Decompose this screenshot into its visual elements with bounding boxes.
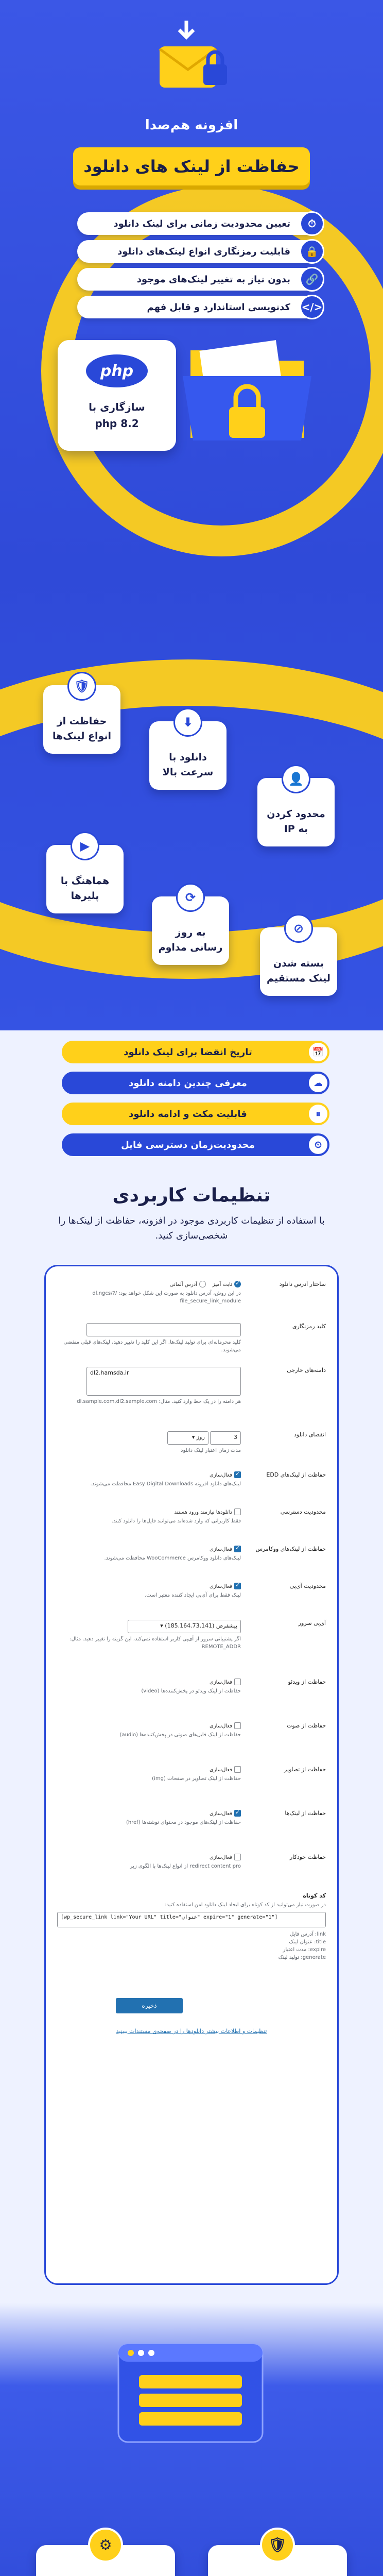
feature-pill <box>77 212 319 235</box>
image-checkbox[interactable] <box>210 1767 241 1773</box>
setting-value <box>57 1766 241 1783</box>
list2-text: قابلیت مکث و ادامه دانلود <box>129 1108 247 1120</box>
setting-label: محدودیت دسترسی <box>280 1509 326 1515</box>
download-icon: ⬇ <box>173 708 202 737</box>
setting-value <box>57 1810 241 1826</box>
audio-checkbox[interactable] <box>210 1723 241 1729</box>
setting-desc: حفاظت از لینک ویدئو در پخش‌کننده‌ها (video) <box>141 1688 241 1694</box>
setting-label: حفاظت از لینک‌های ووکامرس <box>255 1546 326 1552</box>
php-version: php 8.2 <box>95 417 139 430</box>
setting-value <box>57 1471 241 1488</box>
hero-section <box>0 0 383 1030</box>
feature-pill <box>77 240 319 263</box>
setting-value <box>57 1367 241 1405</box>
setting-desc: کلید محرمانه‌ای برای تولید لینک‌ها. اگر این کلید را تغییر دهید، لینک‌های قبلی منقضی می‌شوند. <box>63 1340 241 1353</box>
feature-pill-text: کدنویسی استاندارد و قابل فهم <box>147 301 290 313</box>
radio-fixed[interactable] <box>213 1282 241 1287</box>
ip-limit-checkbox[interactable] <box>210 1584 241 1589</box>
hero-title: حفاظت از لینک های دانلود <box>83 157 300 176</box>
checkbox-label: فعال‌سازی <box>210 1810 232 1817</box>
server-ip-select[interactable] <box>128 1620 241 1633</box>
checkbox-label: فعال‌سازی <box>210 1679 232 1685</box>
setting-label: حفاظت از تصاویر <box>284 1766 326 1773</box>
php-card <box>58 340 176 451</box>
bottom-section <box>0 2303 383 2576</box>
setting-desc: حفاظت از لینک تصاویر در صفحات (img) <box>152 1776 241 1782</box>
list2-item <box>62 1133 329 1156</box>
link-icon: 🔗 <box>300 267 324 292</box>
setting-label: حفاظت از لینک‌های EDD <box>266 1471 326 1478</box>
feature-pill-text: تعیین محدودیت زمانی برای لینک دانلود <box>113 218 290 229</box>
shortcode-code[interactable]: [wp_secure_link link="Your URL" title="عنوان" expire="1" generate="1"] <box>57 1912 326 1927</box>
setting-desc: redirect content pro از انواع لینک‌ها با الگوی زیر <box>130 1863 241 1869</box>
calendar-icon: 📅 <box>309 1043 327 1061</box>
setting-value <box>57 1583 241 1599</box>
setting-label: حفاظت از صوت <box>286 1722 326 1729</box>
setting-label: کلید رمزنگاری <box>292 1323 326 1330</box>
feature-card <box>152 890 229 965</box>
domains-textarea[interactable]: dl2.hamsda.ir <box>86 1367 241 1396</box>
shield-icon: 🛡 <box>260 2528 295 2563</box>
setting-label: ساختار آدرس دانلود <box>279 1281 326 1287</box>
radio-label: آدرس آلمانی <box>169 1281 197 1287</box>
feature-card-label: حفاظت از انواع لینک‌ها <box>52 716 112 742</box>
feature-card-label: هماهنگ با پلیرها <box>60 875 110 902</box>
setting-desc: در صورت نیاز می‌توانید از کد کوتاه برای ایجاد لینک دانلود امن استفاده کنید: <box>165 1902 326 1908</box>
setting-domains <box>57 1367 326 1423</box>
feature-card <box>149 715 227 790</box>
setting-value <box>57 1620 241 1651</box>
list2-text: محدودیت‌زمان دسترسی فایل <box>121 1139 255 1150</box>
setting-server-ip <box>57 1620 326 1666</box>
feature-card-label: بسته شدن لینک مستقیم <box>267 958 330 984</box>
block-icon: ⊘ <box>284 914 313 943</box>
setting-links <box>57 1810 326 1846</box>
setting-label: حفاظت از ویدئو <box>288 1679 326 1685</box>
settings-heading: تنظیمات کاربردی <box>112 1185 271 1206</box>
feature-card-label: دانلود با سرعت بالا <box>162 752 214 778</box>
setting-value <box>57 1323 241 1354</box>
list2-text: تاریخ انقضا برای لینک دانلود <box>124 1046 252 1058</box>
setting-woo <box>57 1546 326 1577</box>
radio-german[interactable] <box>170 1282 206 1287</box>
refresh-icon: ⟳ <box>176 883 205 912</box>
setting-edd <box>57 1471 326 1502</box>
server-ip-value: پیشفرض (185.164.73.141) <box>165 1622 237 1629</box>
feature-card <box>257 772 335 846</box>
secret-key-input[interactable] <box>86 1323 241 1336</box>
checkbox-label: فعال‌سازی <box>210 1854 232 1860</box>
server-window-icon <box>103 2334 278 2458</box>
php-logo: php <box>86 354 148 387</box>
checkbox-label: فعال‌سازی <box>210 1723 232 1729</box>
bottom-card-media <box>36 2536 175 2576</box>
setting-label: آی‌پی سرور <box>298 1620 326 1626</box>
feature-pill <box>77 296 323 318</box>
list2-text: معرفی چندین دامنه دانلود <box>129 1077 247 1089</box>
setting-label: انقضای دانلود <box>294 1431 326 1438</box>
setting-video <box>57 1679 326 1715</box>
auto-checkbox[interactable] <box>210 1855 241 1860</box>
bottom-card-woo <box>208 2536 347 2576</box>
edd-checkbox[interactable] <box>210 1472 241 1478</box>
login-required-checkbox[interactable] <box>174 1510 241 1515</box>
setting-value <box>57 1281 241 1305</box>
docs-link[interactable]: تنظیمات و اطلاعات بیشتر دانلودها را در صفحه‌ی مستندات ببینید <box>116 2028 267 2035</box>
lock-icon: 🔒 <box>300 239 324 264</box>
settings-panel <box>44 1265 339 2285</box>
setting-label: دامنه‌های خارجی <box>287 1367 326 1374</box>
save-button[interactable]: ذخیره <box>116 1998 183 2013</box>
expire-number-input[interactable]: 3 <box>210 1431 241 1445</box>
php-compat-label: سازگاری با <box>89 401 145 413</box>
user-icon: 👤 <box>282 765 310 793</box>
checkbox-label: فعال‌سازی <box>210 1546 232 1552</box>
setting-desc: فقط کاربرانی که وارد شده‌اند می‌توانند فایل‌ها را دانلود کنند. <box>111 1518 241 1524</box>
shortcode-params: link: آدرس فایل title: عنوان لینک expire: مدت اعتبار generate: تولید لینک <box>278 1931 326 1960</box>
setting-desc: اگر پشتیبانی سرور از آی‌پی کاربر استفاده نمی‌کند، این گزینه را تغییر دهید. مثال: REMOTE_ADDR <box>69 1636 241 1650</box>
setting-desc: مدت زمان اعتبار لینک دانلود <box>181 1448 241 1453</box>
setting-desc: لینک‌های دانلود ووکامرس WooCommerce محافظت می‌شوند. <box>104 1555 241 1561</box>
setting-value <box>57 1722 241 1739</box>
feature-card-label: محدود کردن به IP <box>267 808 325 835</box>
hero-subtitle: افزونه هم‌صدا <box>145 117 238 133</box>
radio-label: ثابت آمیز <box>212 1281 232 1287</box>
setting-desc: هر دامنه را در یک خط وارد کنید. مثال: dl.sample.com,dl2.sample.com <box>77 1399 241 1404</box>
links-checkbox[interactable] <box>210 1811 241 1817</box>
hero-title-box <box>73 147 310 185</box>
cloud-icon: ☁ <box>309 1074 327 1092</box>
settings-description: با استفاده از تنظیمات کاربردی موجود در افزونه، حفاظت از لینک‌ها را شخصی‌سازی کنید. <box>58 1215 325 1241</box>
setting-value <box>57 1854 241 1870</box>
setting-ip-limit <box>57 1583 326 1614</box>
setting-expire <box>57 1431 326 1462</box>
feature-pill-text: بدون نیاز به تغییر لینک‌های موجود <box>136 274 290 285</box>
setting-label: کد کوتاه <box>303 1892 326 1899</box>
chevron-down-icon: ▾ <box>160 1622 163 1629</box>
setting-auto <box>57 1854 326 1885</box>
list2-item <box>62 1072 329 1094</box>
setting-desc: حفاظت از لینک‌های موجود در محتوای نوشته‌ها (href) <box>126 1820 241 1825</box>
feature-card <box>46 839 124 913</box>
code-icon: </> <box>300 295 324 319</box>
play-icon: ▶ <box>71 832 99 860</box>
setting-value <box>57 1546 241 1562</box>
feature-pill <box>77 268 319 291</box>
feature-card-label: به روز رسانی مداوم <box>158 927 223 953</box>
envelope-lock-icon <box>154 21 232 98</box>
expire-unit-select[interactable] <box>167 1431 208 1445</box>
woo-checkbox[interactable] <box>210 1547 241 1552</box>
setting-value <box>57 1679 241 1695</box>
video-checkbox[interactable] <box>210 1680 241 1685</box>
clock-icon: ⏱ <box>300 211 324 236</box>
setting-image <box>57 1766 326 1802</box>
setting-value <box>57 1509 241 1525</box>
shield-icon: 🛡 <box>67 672 96 701</box>
setting-shortcode <box>57 1892 326 1985</box>
pause-icon: ⏸ <box>309 1105 327 1123</box>
setting-desc: حفاظت از لینک فایل‌های صوتی در پخش‌کننده‌ها (audio) <box>119 1732 241 1738</box>
setting-secret-key <box>57 1323 326 1359</box>
checkbox-label: فعال‌سازی <box>210 1583 232 1589</box>
feature-card <box>43 679 120 754</box>
list2-item <box>62 1103 329 1125</box>
setting-label: حفاظت از لینک‌ها <box>285 1810 326 1817</box>
setting-desc: لینک‌های دانلود افزونه Easy Digital Downloads محافظت می‌شوند. <box>90 1481 241 1487</box>
checkbox-label: فعال‌سازی <box>210 1472 232 1478</box>
setting-audio <box>57 1722 326 1758</box>
timer-icon: ⏲ <box>309 1136 327 1154</box>
feature-pill-text: قابلیت رمزنگاری انواع لینک‌های دانلود <box>117 246 290 257</box>
setting-protect-all <box>57 1509 326 1539</box>
setting-label: حفاظت خودکار <box>289 1854 326 1860</box>
folder-icon <box>180 330 314 448</box>
setting-url-structure <box>57 1281 326 1317</box>
code-icon: ⚙ <box>88 2528 123 2563</box>
setting-value <box>57 1431 241 1454</box>
checkbox-label: دانلودها نیازمند ورود هستند <box>174 1509 232 1515</box>
checkbox-label: فعال‌سازی <box>210 1767 232 1773</box>
feature-card <box>260 921 337 996</box>
setting-label: محدودیت آی‌پی <box>289 1583 326 1589</box>
setting-desc: لینک فقط برای آی‌پی ایجاد کننده معتبر است. <box>145 1592 241 1598</box>
setting-desc: در این روش، آدرس دانلود به صورت این شکل خواهد بود: /dl.ngcs/?file_secure_link_module <box>92 1291 241 1304</box>
list2-item <box>62 1041 329 1063</box>
chevron-down-icon: ▾ <box>192 1434 195 1440</box>
expire-unit-value: روز <box>196 1434 205 1440</box>
